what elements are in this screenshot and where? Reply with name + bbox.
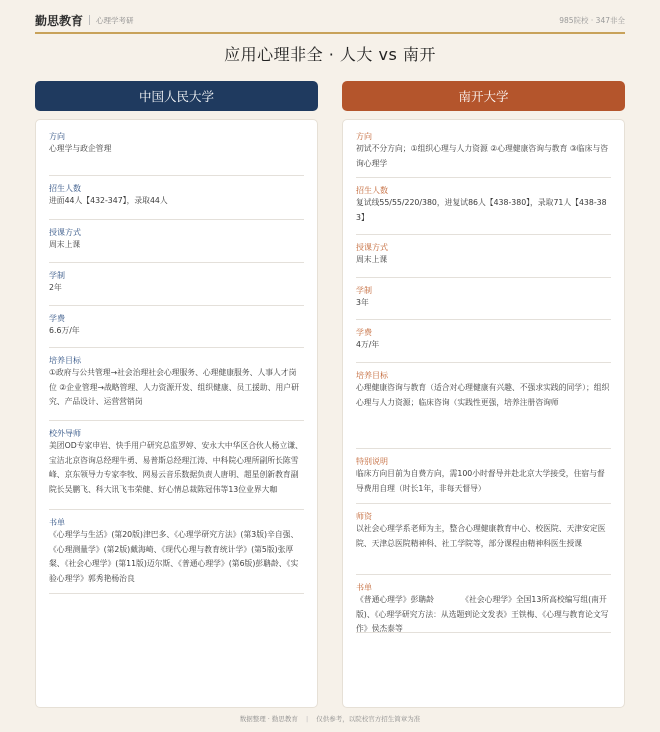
section-label: 学费 <box>49 314 65 323</box>
section-value: 以社会心理学系老师为主，整合心理健康教育中心、校医院、天津安定医院、天津总医院精神科、社工学院等，部分课程由精神科医生授课 <box>356 524 606 548</box>
section-label: 书单 <box>49 518 65 527</box>
nankai-section-direction <box>356 124 611 178</box>
header-meta: 985院校 · 347非全 <box>559 15 625 25</box>
renmin-section-teaching <box>49 220 304 263</box>
section-value: 3年 <box>356 298 369 307</box>
section-value: 美团OD专家申岩、快手用户研究总监罗婷、安永大中华区合伙人杨立谦、宝洁北京咨询总经理牛勇、易普斯总经理江涛、中科院心理所副所长陈雪峰、京东领导力专家李牧、网易云音乐数据负责人唐明、超星创新教育副院长吴鹏飞、科大讯飞韦荣健、好心情总裁陈冠伟等13位业界大咖 <box>49 441 303 494</box>
nankai-section-duration <box>356 278 611 320</box>
section-value: 《心理学与生活》(第20版)津巴多、《心理学研究方法》(第3版)辛自强、《心理测量学》(第2版)戴海崎、《现代心理与教育统计学》(第5版)张厚粲、《社会心理学》(第11版)迈尔斯、《普通心理学》(第6版)彭聃龄、《实验心理学》郭秀艳杨治良 <box>49 530 299 583</box>
brand-divider <box>89 15 90 25</box>
footer-divider: | <box>306 715 309 723</box>
top-bar <box>35 10 625 34</box>
brand-subtitle: 心理学考研 <box>96 15 134 25</box>
renmin-section-enrollment <box>49 176 304 220</box>
section-label: 特别说明 <box>356 457 388 466</box>
nankai-section-booklist <box>356 575 611 633</box>
nankai-section-notes <box>356 449 611 504</box>
section-label: 授课方式 <box>49 228 81 237</box>
page-title: 应用心理非全 · 人大 vs 南开 <box>224 45 436 64</box>
section-value: 4万/年 <box>356 340 380 349</box>
section-value: 《普通心理学》彭聃龄 《社会心理学》全国13所高校编写组(南开版)、《心理学研究方法：从选题到论文发表》王铁梅、《心理与教育论文写作》侯杰泰等 <box>356 595 609 633</box>
section-value: 复试线55/55/220/380，进复试86人【438-380】，录取71人【438-383】 <box>356 198 607 222</box>
renmin-header: 中国人民大学 <box>35 81 318 111</box>
nankai-header: 南开大学 <box>342 81 625 111</box>
section-label: 培养目标 <box>356 371 388 380</box>
section-label: 授课方式 <box>356 243 388 252</box>
section-label: 学制 <box>356 286 372 295</box>
footer-disclaimer: 仅供参考，以院校官方招生简章为准 <box>316 715 421 723</box>
nankai-section-faculty <box>356 504 611 575</box>
section-label: 招生人数 <box>49 184 81 193</box>
nankai-section-teaching <box>356 235 611 278</box>
footer-source: 数据整理 · 勤思教育 <box>239 715 298 723</box>
renmin-section-booklist <box>49 510 304 594</box>
renmin-section-tuition <box>49 306 304 348</box>
renmin-section-duration <box>49 263 304 306</box>
nankai-card <box>342 119 625 708</box>
section-label: 培养目标 <box>49 356 81 365</box>
section-value: 6.6万/年 <box>49 326 80 335</box>
nankai-section-tuition <box>356 320 611 363</box>
section-value: 临床方向目前为自费方向，需100小时督导并赴北京大学接受，住宿与督导费用自理（时长1年，非每天督导） <box>356 469 605 493</box>
section-value: 初试不分方向；①组织心理与人力资源 ②心理健康咨询与教育 ③临床与咨询心理学 <box>356 144 609 168</box>
nankai-column <box>342 81 625 708</box>
brand-logo-text[interactable]: 勤思教育 <box>35 13 84 28</box>
renmin-section-mentors <box>49 421 304 510</box>
nankai-section-goals <box>356 363 611 449</box>
section-label: 校外导师 <box>49 429 81 438</box>
renmin-column <box>35 81 318 708</box>
section-label: 师资 <box>356 512 372 521</box>
section-label: 方向 <box>356 132 372 141</box>
renmin-section-goals <box>49 348 304 421</box>
section-value: 心理学与政企管理 <box>49 144 112 153</box>
section-value: ①政府与公共管理→社会治理社会心理服务、心理健康服务、人事人才岗位 ②企业管理→战略管理、人力资源开发、组织健康、员工援助、用户研究、产品设计、运营营销岗 <box>49 368 299 406</box>
section-value: 心理健康咨询与教育（适合对心理健康有兴趣、不强求实践的同学）；组织心理与人力资源；临床咨询（实践性更强，培养注册咨询师 <box>356 383 610 407</box>
section-value: 周末上课 <box>49 240 81 249</box>
section-label: 学费 <box>356 328 372 337</box>
section-value: 进面44人【432-347】，录取44人 <box>49 196 168 205</box>
renmin-section-direction <box>49 124 304 176</box>
section-value: 2年 <box>49 283 62 292</box>
section-label: 方向 <box>49 132 65 141</box>
renmin-card <box>35 119 318 708</box>
nankai-section-enrollment <box>356 178 611 235</box>
section-label: 学制 <box>49 271 65 280</box>
section-label: 招生人数 <box>356 186 388 195</box>
section-value: 周末上课 <box>356 255 388 264</box>
section-label: 书单 <box>356 583 372 592</box>
page-footer <box>0 714 660 723</box>
